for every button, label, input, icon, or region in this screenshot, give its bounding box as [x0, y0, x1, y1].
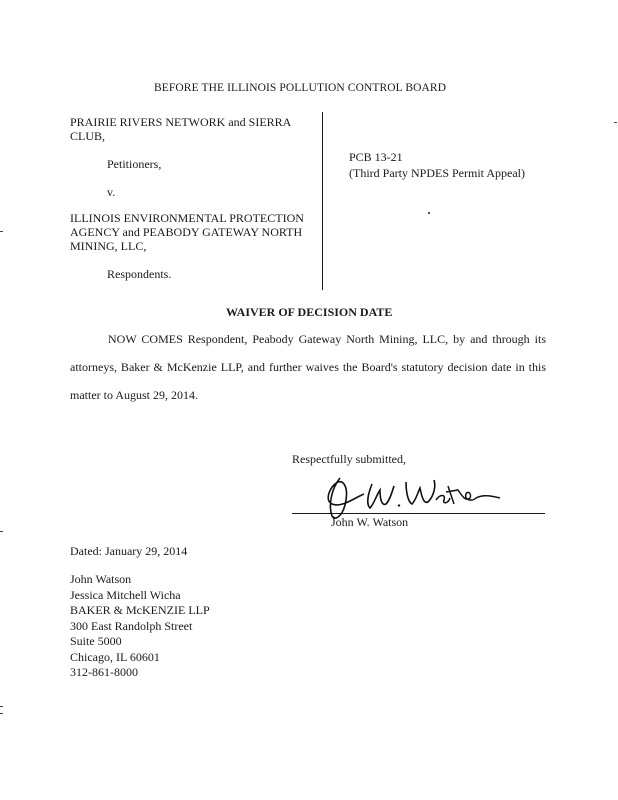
scan-speck — [428, 212, 430, 214]
petitioners-line-1: PRAIRIE RIVERS NETWORK and SIERRA — [70, 115, 292, 129]
scan-edge-mark — [0, 706, 3, 707]
closing: Respectfully submitted, — [292, 452, 406, 466]
signature-line — [292, 513, 545, 514]
petitioners-role: Petitioners, — [107, 157, 162, 171]
body-line-2: attorneys, Baker & McKenzie LLP, and further waives the Board's statutory decision date in this — [70, 360, 546, 374]
body-line-3: matter to August 29, 2014. — [70, 388, 198, 402]
respondents-line-3: MINING, LLC, — [70, 239, 147, 253]
petitioners-line-2: CLUB, — [70, 129, 106, 143]
counsel-line-2: Jessica Mitchell Wicha — [70, 587, 181, 602]
signatory-name: John W. Watson — [331, 515, 409, 529]
scan-edge-mark — [0, 231, 3, 232]
versus: v. — [107, 185, 116, 199]
case-number: PCB 13-21 — [349, 150, 403, 164]
counsel-line-4: 300 East Randolph Street — [70, 618, 193, 633]
counsel-line-6: Chicago, IL 60601 — [70, 649, 160, 664]
counsel-line-1: John Watson — [70, 572, 132, 586]
caption-divider — [322, 112, 323, 290]
respondents-line-1: ILLINOIS ENVIRONMENTAL PROTECTION — [70, 211, 304, 225]
counsel-line-3: BAKER & McKENZIE LLP — [70, 603, 210, 617]
document-title: WAIVER OF DECISION DATE — [226, 305, 393, 319]
respondents-line-2: AGENCY and PEABODY GATEWAY NORTH — [70, 225, 303, 239]
scan-edge-mark — [0, 531, 3, 532]
case-info — [349, 150, 525, 182]
scan-edge-mark — [614, 122, 617, 123]
body-line-1: NOW COMES Respondent, Peabody Gateway North Mining, LLC, by and through its — [108, 332, 546, 346]
date-line: Dated: January 29, 2014 — [70, 544, 188, 558]
counsel-line-5: Suite 5000 — [70, 634, 122, 648]
case-type: (Third Party NPDES Permit Appeal) — [349, 166, 525, 180]
counsel-block — [70, 572, 210, 681]
scan-edge-mark — [0, 713, 3, 714]
court-heading: BEFORE THE ILLINOIS POLLUTION CONTROL BOARD — [154, 82, 447, 94]
respondents-role: Respondents. — [107, 267, 172, 281]
counsel-line-7: 312-861-8000 — [70, 665, 138, 679]
